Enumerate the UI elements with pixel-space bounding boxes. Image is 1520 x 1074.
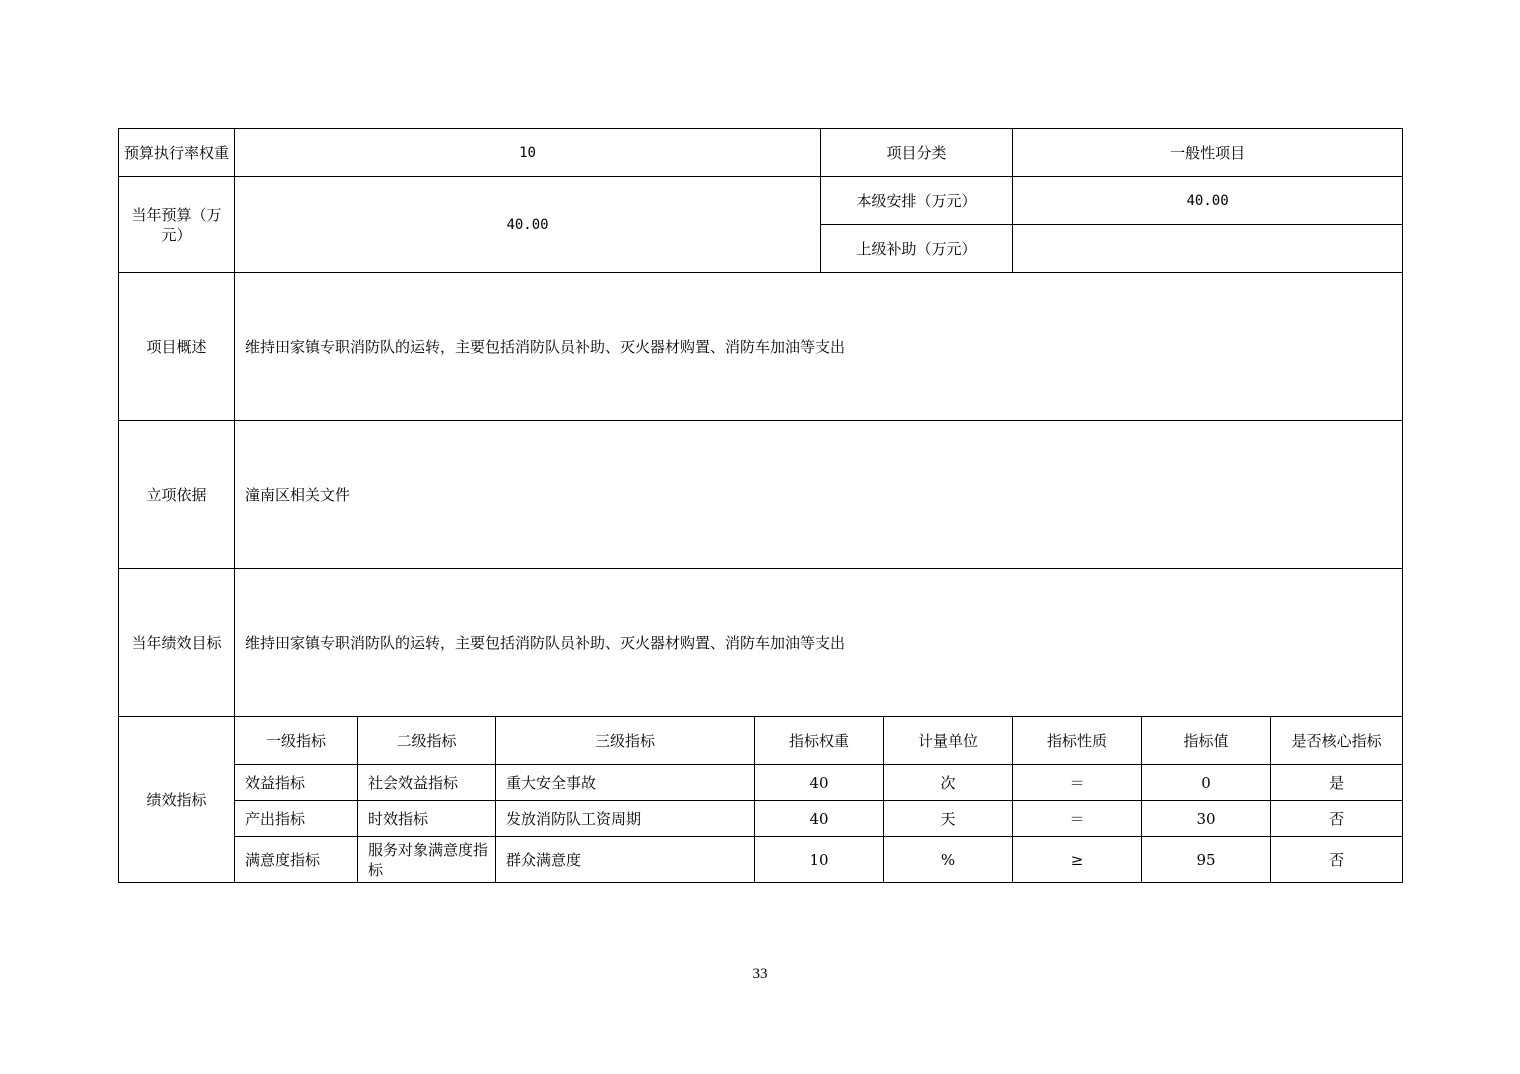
goal-text: 维持田家镇专职消防队的运转，主要包括消防队员补助、灭火器材购置、消防车加油等支出 [235, 569, 1403, 717]
indicator-nature: ≥ [1013, 837, 1142, 883]
table-row [119, 801, 1403, 837]
basis-text: 潼南区相关文件 [235, 421, 1403, 569]
indicator-core: 否 [1271, 801, 1403, 837]
indicator-level3: 发放消防队工资周期 [496, 801, 755, 837]
header-nature: 指标性质 [1013, 717, 1142, 765]
budget-rate-label: 预算执行率权重 [119, 129, 235, 177]
goal-row [119, 569, 1403, 717]
header-level3: 三级指标 [496, 717, 755, 765]
page-number: 33 [752, 966, 768, 982]
indicator-nature: ＝ [1013, 801, 1142, 837]
indicators-label: 绩效指标 [119, 717, 235, 883]
goal-label: 当年绩效目标 [119, 569, 235, 717]
basis-label: 立项依据 [119, 421, 235, 569]
indicator-value: 0 [1142, 765, 1271, 801]
category-value: 一般性项目 [1013, 129, 1403, 177]
category-label: 项目分类 [821, 129, 1013, 177]
annual-budget-label: 当年预算（万元） [119, 177, 235, 273]
header-value: 指标值 [1142, 717, 1271, 765]
indicator-core: 是 [1271, 765, 1403, 801]
indicator-level1: 产出指标 [235, 801, 358, 837]
header-level1: 一级指标 [235, 717, 358, 765]
indicator-level2: 时效指标 [358, 801, 496, 837]
overview-label: 项目概述 [119, 273, 235, 421]
indicator-level3: 群众满意度 [496, 837, 755, 883]
project-performance-table [118, 128, 1403, 883]
indicator-nature: ＝ [1013, 765, 1142, 801]
indicator-core: 否 [1271, 837, 1403, 883]
header-weight: 指标权重 [755, 717, 884, 765]
header-level2: 二级指标 [358, 717, 496, 765]
upper-subsidy-value [1013, 225, 1403, 273]
indicator-weight: 10 [755, 837, 884, 883]
budget-rate-row [119, 129, 1403, 177]
table-row [119, 837, 1403, 883]
indicator-header-row [119, 717, 1403, 765]
indicator-unit: 天 [884, 801, 1013, 837]
indicator-value: 95 [1142, 837, 1271, 883]
annual-budget-value: 40.00 [235, 177, 821, 273]
local-allocation-value: 40.00 [1013, 177, 1403, 225]
basis-row [119, 421, 1403, 569]
upper-subsidy-label: 上级补助（万元） [821, 225, 1013, 273]
indicator-level3: 重大安全事故 [496, 765, 755, 801]
indicator-weight: 40 [755, 801, 884, 837]
local-allocation-label: 本级安排（万元） [821, 177, 1013, 225]
indicator-unit: 次 [884, 765, 1013, 801]
indicator-level2: 服务对象满意度指标 [358, 837, 496, 883]
indicator-value: 30 [1142, 801, 1271, 837]
indicator-level2: 社会效益指标 [358, 765, 496, 801]
header-unit: 计量单位 [884, 717, 1013, 765]
table-row [119, 765, 1403, 801]
budget-rate-value: 10 [235, 129, 821, 177]
indicator-level1: 满意度指标 [235, 837, 358, 883]
indicator-level1: 效益指标 [235, 765, 358, 801]
overview-row [119, 273, 1403, 421]
header-core: 是否核心指标 [1271, 717, 1403, 765]
overview-text: 维持田家镇专职消防队的运转，主要包括消防队员补助、灭火器材购置、消防车加油等支出 [235, 273, 1403, 421]
indicator-unit: % [884, 837, 1013, 883]
indicator-weight: 40 [755, 765, 884, 801]
budget-row-local [119, 177, 1403, 225]
